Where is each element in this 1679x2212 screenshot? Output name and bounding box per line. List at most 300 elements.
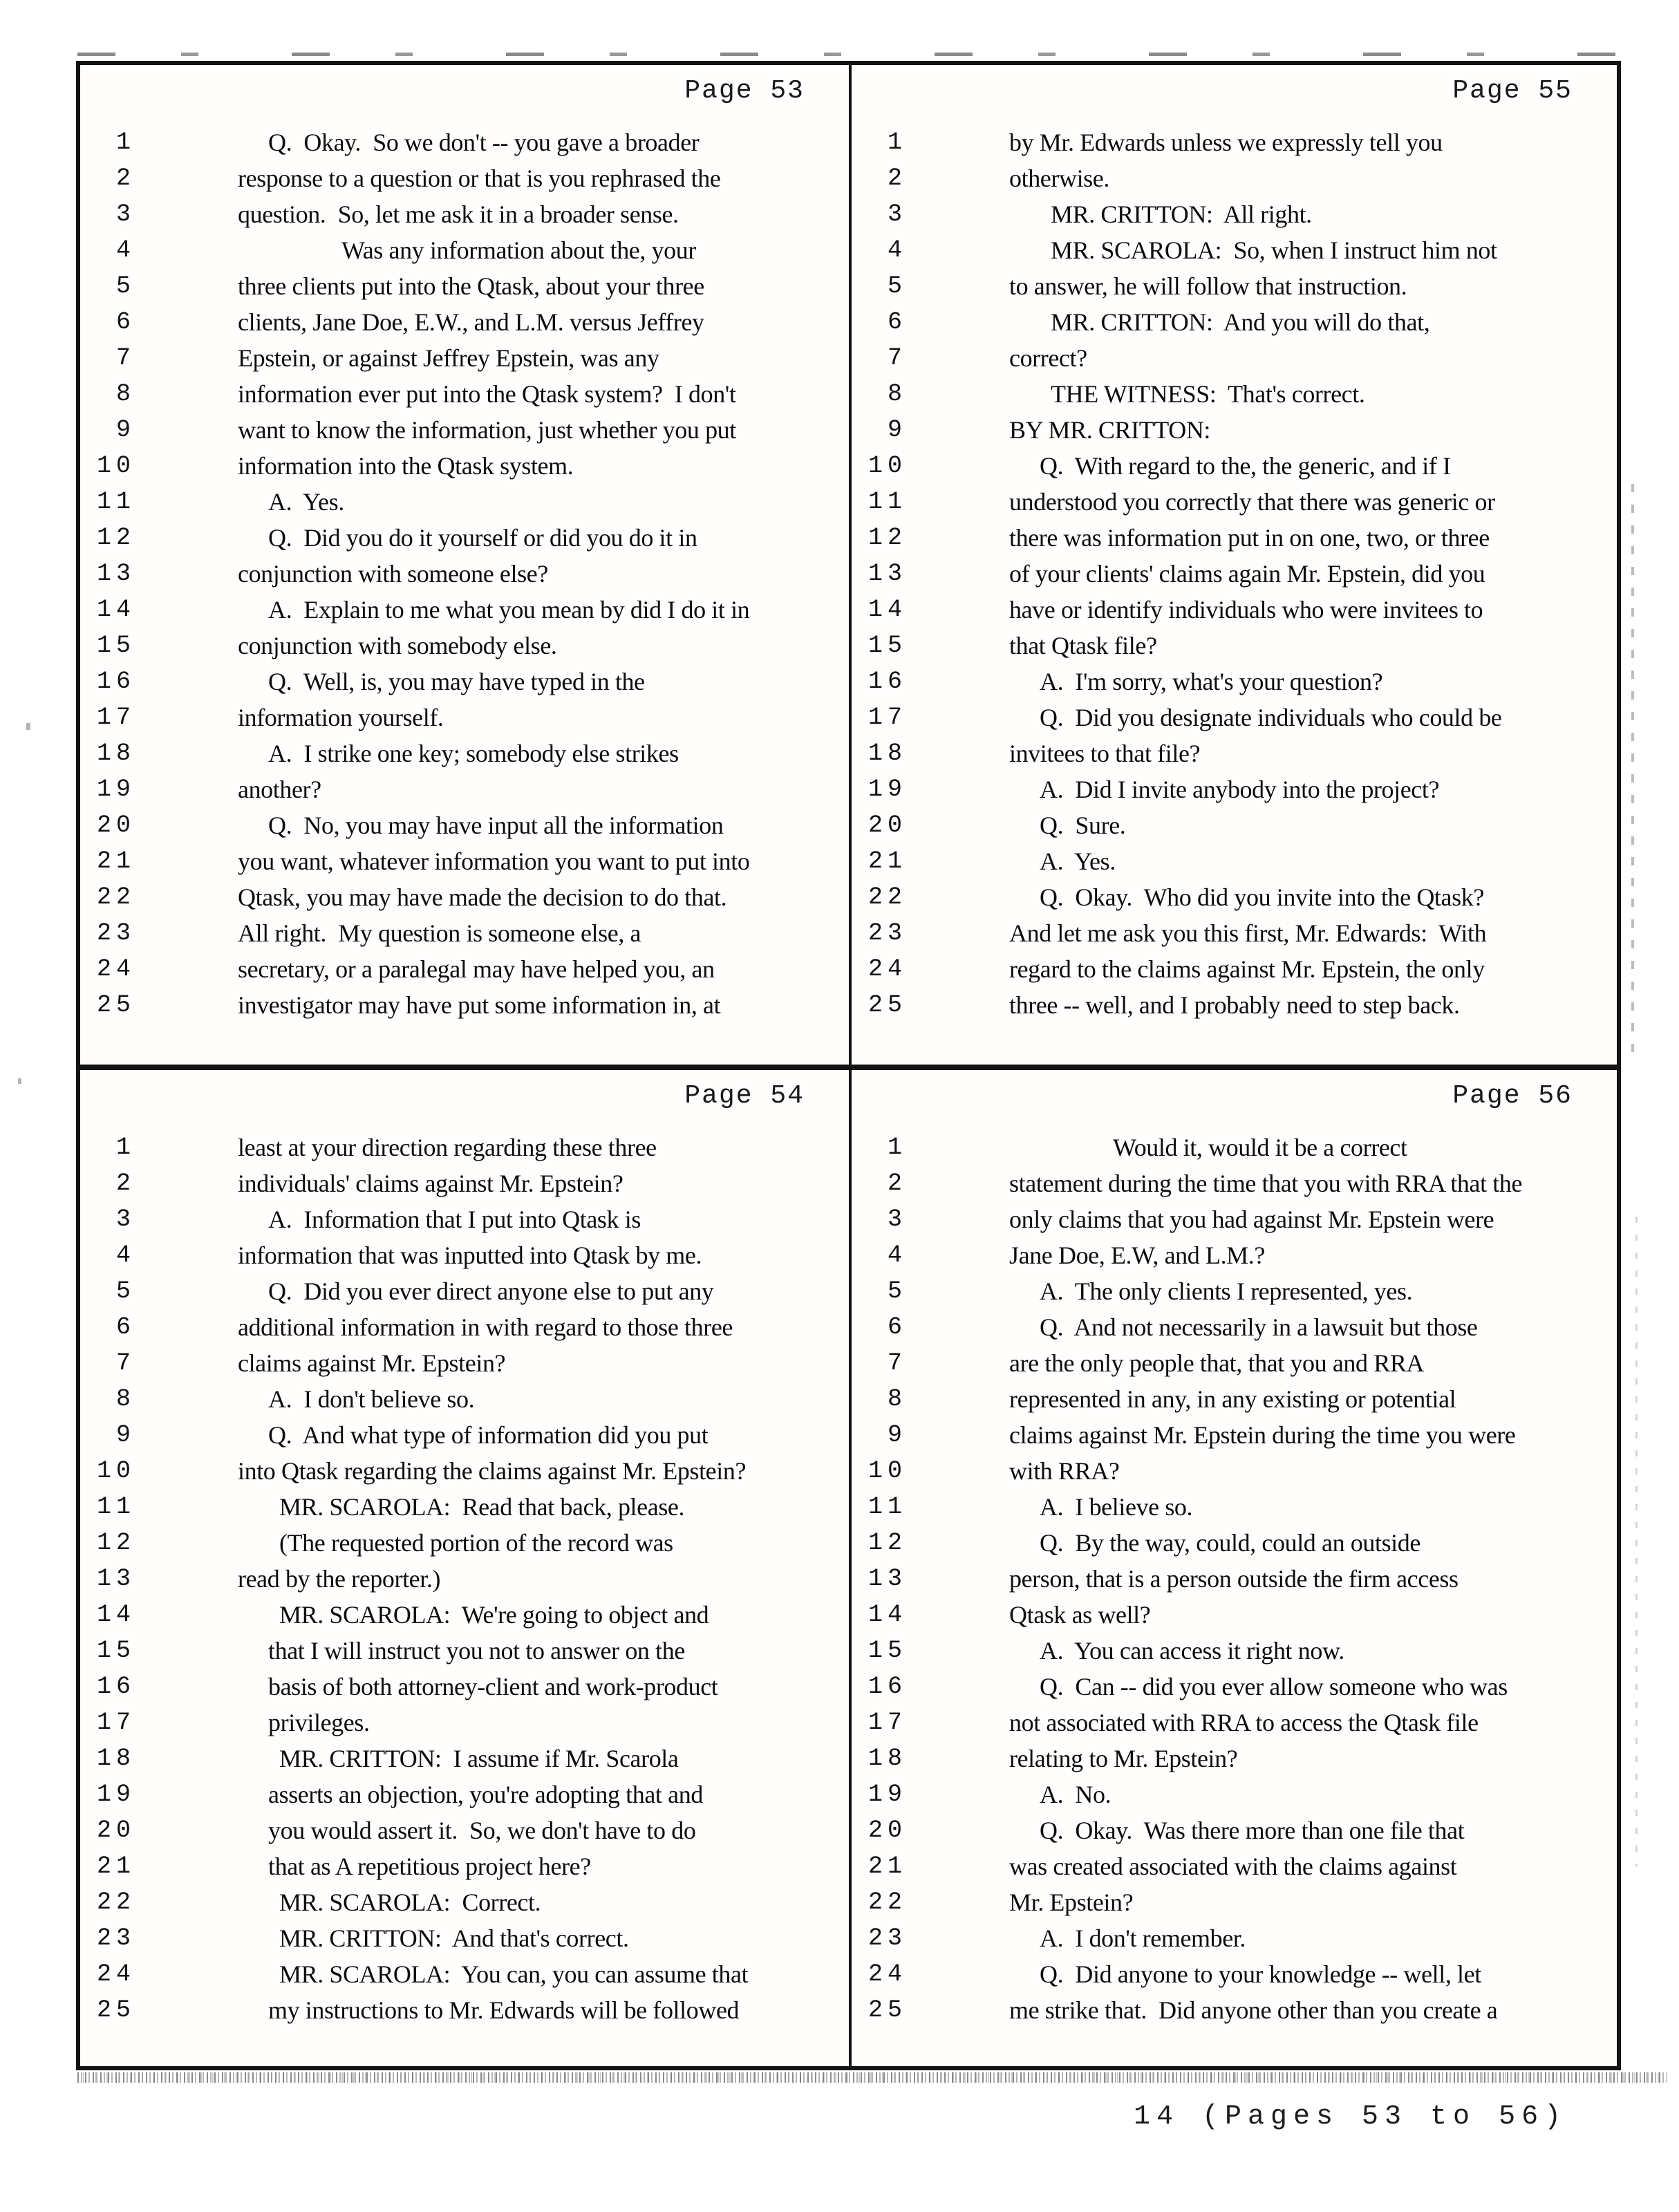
transcript-line: [80, 951, 849, 987]
transcript-line: [852, 520, 1617, 556]
line-text: information that was inputted into Qtask by me.: [238, 1241, 702, 1269]
line-text: Q. Did anyone to your knowledge -- well, let: [1040, 1960, 1481, 1988]
line-number: 5: [115, 272, 135, 300]
transcript-page-54: [80, 1070, 852, 2066]
transcript-line: [80, 304, 849, 340]
transcript-line: [80, 340, 849, 376]
transcript-line: [80, 915, 849, 951]
line-text: A. Yes.: [1040, 847, 1116, 875]
line-number: 12: [867, 524, 907, 552]
line-text: All right. My question is someone else, a: [238, 919, 641, 947]
line-number: 5: [887, 1277, 907, 1305]
line-text: you would assert it. So, we don't have to do: [268, 1817, 696, 1844]
line-number: 9: [115, 1421, 135, 1449]
line-number: 4: [115, 236, 135, 264]
line-text: represented in any, in any existing or potential: [1009, 1385, 1456, 1413]
transcript-line: [852, 1381, 1617, 1417]
transcript-line: [852, 1992, 1617, 2028]
transcript-line: [852, 448, 1617, 484]
line-number: 21: [96, 1853, 135, 1880]
line-number: 6: [115, 1313, 135, 1341]
transcript-line: [80, 484, 849, 520]
transcript-line: [80, 879, 849, 915]
line-number: 19: [867, 1781, 907, 1808]
line-number: 13: [867, 1565, 907, 1593]
line-number: 24: [96, 955, 135, 983]
line-number: 16: [867, 1673, 907, 1700]
transcript-line: [80, 1165, 849, 1201]
line-number: 10: [867, 1457, 907, 1485]
transcript-line: [852, 1489, 1617, 1525]
transcript-line: [852, 1201, 1617, 1237]
sheet-footer-page-range: 14 (Pages 53 to 56): [1134, 2101, 1568, 2133]
transcript-line: [852, 1417, 1617, 1453]
line-text: information ever put into the Qtask system? I don't: [238, 380, 736, 408]
transcript-line: [852, 1633, 1617, 1669]
transcript-line: [852, 1165, 1617, 1201]
line-number: 3: [115, 200, 135, 228]
line-number: 25: [867, 991, 907, 1019]
line-number: 14: [96, 596, 135, 624]
line-number: 3: [115, 1206, 135, 1233]
line-text: A. I don't believe so.: [268, 1385, 475, 1413]
line-number: 10: [96, 1457, 135, 1485]
scan-noise-top: [77, 53, 1619, 56]
transcript-line: [80, 124, 849, 160]
line-number: 3: [887, 200, 907, 228]
line-text: MR. SCAROLA: Read that back, please.: [279, 1493, 685, 1521]
line-number: 25: [96, 991, 135, 1019]
line-text: secretary, or a paralegal may have helped you, an: [238, 955, 715, 983]
line-text: understood you correctly that there was generic or: [1009, 488, 1495, 516]
transcript-line: [80, 1417, 849, 1453]
line-text: Was any information about the, your: [341, 236, 696, 264]
line-number: 19: [96, 776, 135, 803]
page-lines: [852, 124, 1617, 1023]
transcript-line: [80, 1669, 849, 1705]
transcript-line: [852, 1453, 1617, 1489]
line-number: 15: [96, 1637, 135, 1665]
transcript-line: [80, 735, 849, 771]
line-number: 22: [867, 1888, 907, 1916]
line-number: 1: [115, 1134, 135, 1161]
line-text: conjunction with someone else?: [238, 560, 548, 588]
line-text: least at your direction regarding these three: [238, 1134, 657, 1161]
line-text: relating to Mr. Epstein?: [1009, 1745, 1238, 1772]
line-text: claims against Mr. Epstein?: [238, 1349, 506, 1377]
line-text: Mr. Epstein?: [1009, 1888, 1134, 1916]
line-text: Q. And not necessarily in a lawsuit but those: [1040, 1313, 1478, 1341]
line-text: have or identify individuals who were invitees to: [1009, 596, 1483, 624]
line-number: 12: [96, 1529, 135, 1557]
line-text: that I will instruct you not to answer on the: [268, 1637, 685, 1665]
line-number: 17: [96, 704, 135, 731]
line-number: 3: [887, 1206, 907, 1233]
line-number: 22: [96, 883, 135, 911]
transcript-line: [852, 1920, 1617, 1956]
line-number: 9: [887, 416, 907, 444]
line-text: read by the reporter.): [238, 1565, 441, 1593]
transcript-line: [80, 1597, 849, 1633]
line-number: 14: [96, 1601, 135, 1629]
transcript-line: [852, 304, 1617, 340]
transcript-line: [80, 1741, 849, 1777]
line-text: me strike that. Did anyone other than you create a: [1009, 1996, 1498, 2024]
line-number: 8: [887, 1385, 907, 1413]
line-number: 2: [887, 165, 907, 192]
transcript-page-53: [80, 65, 852, 1070]
transcript-line: [852, 843, 1617, 879]
line-text: was created associated with the claims against: [1009, 1853, 1457, 1880]
line-text: A. Yes.: [268, 488, 344, 516]
line-number: 24: [867, 1960, 907, 1988]
line-text: Q. No, you may have input all the information: [268, 812, 724, 839]
transcript-line: [80, 1992, 849, 2028]
transcript-sheet: [76, 61, 1621, 2070]
transcript-line: [80, 1273, 849, 1309]
line-number: 13: [867, 560, 907, 588]
line-text: response to a question or that is you rephrased the: [238, 165, 721, 192]
line-number: 18: [867, 1745, 907, 1772]
page-lines: [852, 1130, 1617, 2028]
transcript-line: [80, 412, 849, 448]
transcript-line: [80, 1812, 849, 1848]
line-text: statement during the time that you with RRA that the: [1009, 1170, 1523, 1197]
line-text: A. I don't remember.: [1040, 1924, 1246, 1952]
line-number: 11: [96, 1493, 135, 1521]
transcript-line: [80, 1705, 849, 1741]
line-text: BY MR. CRITTON:: [1009, 416, 1211, 444]
line-text: person, that is a person outside the firm access: [1009, 1565, 1458, 1593]
line-number: 9: [115, 416, 135, 444]
transcript-line: [80, 1309, 849, 1345]
transcript-line: [852, 160, 1617, 196]
line-number: 23: [96, 1924, 135, 1952]
line-text: Would it, would it be a correct: [1113, 1134, 1407, 1161]
line-number: 15: [867, 632, 907, 659]
line-number: 14: [867, 1601, 907, 1629]
line-number: 17: [96, 1709, 135, 1736]
line-text: into Qtask regarding the claims against Mr. Epstein?: [238, 1457, 747, 1485]
line-text: only claims that you had against Mr. Epstein were: [1009, 1206, 1494, 1233]
transcript-line: [852, 1956, 1617, 1992]
line-number: 6: [115, 308, 135, 336]
line-text: Q. Okay. So we don't -- you gave a broader: [268, 129, 700, 156]
line-number: 25: [96, 1996, 135, 2024]
line-text: Q. With regard to the, the generic, and if I: [1040, 452, 1451, 480]
line-text: Q. Okay. Who did you invite into the Qtask?: [1040, 883, 1484, 911]
line-number: 23: [867, 919, 907, 947]
line-number: 20: [867, 812, 907, 839]
transcript-line: [852, 1741, 1617, 1777]
transcript-line: [80, 1381, 849, 1417]
line-text: MR. CRITTON: All right.: [1051, 200, 1312, 228]
transcript-page-55: [852, 65, 1617, 1070]
line-text: invitees to that file?: [1009, 740, 1201, 767]
scan-noise-right-edge: [1635, 1217, 1638, 1866]
transcript-line: [852, 1705, 1617, 1741]
transcript-line: [80, 1525, 849, 1561]
line-number: 23: [96, 919, 135, 947]
line-text: Q. Can -- did you ever allow someone who was: [1040, 1673, 1508, 1700]
line-number: 8: [887, 380, 907, 408]
transcript-line: [80, 843, 849, 879]
line-text: you want, whatever information you want to put into: [238, 847, 750, 875]
line-number: 25: [867, 1996, 907, 2024]
scan-speck: [26, 723, 30, 730]
line-number: 12: [96, 524, 135, 552]
transcript-line: [852, 376, 1617, 412]
line-text: three clients put into the Qtask, about your three: [238, 272, 704, 300]
line-text: conjunction with somebody else.: [238, 632, 557, 659]
line-text: MR. SCAROLA: So, when I instruct him not: [1051, 236, 1497, 264]
transcript-line: [80, 1489, 849, 1525]
line-text: A. I'm sorry, what's your question?: [1040, 668, 1383, 695]
line-text: three -- well, and I probably need to step back.: [1009, 991, 1460, 1019]
transcript-line: [852, 771, 1617, 807]
transcript-line: [852, 987, 1617, 1023]
line-text: Q. Did you ever direct anyone else to put any: [268, 1277, 714, 1305]
transcript-line: [80, 664, 849, 700]
transcript-line: [852, 700, 1617, 735]
transcript-line: [80, 160, 849, 196]
line-text: THE WITNESS: That's correct.: [1051, 380, 1365, 408]
line-text: MR. CRITTON: I assume if Mr. Scarola: [279, 1745, 679, 1772]
transcript-line: [852, 556, 1617, 592]
transcript-line: [80, 376, 849, 412]
line-text: are the only people that, that you and RRA: [1009, 1349, 1425, 1377]
line-text: A. I strike one key; somebody else strikes: [268, 740, 679, 767]
line-number: 4: [887, 1241, 907, 1269]
line-text: MR. SCAROLA: You can, you can assume that: [279, 1960, 749, 1988]
line-number: 9: [887, 1421, 907, 1449]
transcript-line: [80, 1777, 849, 1812]
transcript-line: [80, 1561, 849, 1597]
line-number: 2: [887, 1170, 907, 1197]
transcript-line: [852, 915, 1617, 951]
transcript-line: [852, 951, 1617, 987]
transcript-line: [852, 664, 1617, 700]
transcript-line: [852, 1777, 1617, 1812]
transcript-line: [80, 1201, 849, 1237]
line-text: asserts an objection, you're adopting that and: [268, 1781, 703, 1808]
line-number: 17: [867, 704, 907, 731]
transcript-line: [852, 340, 1617, 376]
transcript-line: [852, 735, 1617, 771]
line-number: 7: [887, 1349, 907, 1377]
line-text: And let me ask you this first, Mr. Edwards: With: [1009, 919, 1487, 947]
transcript-line: [852, 268, 1617, 304]
line-text: not associated with RRA to access the Qtask file: [1009, 1709, 1479, 1736]
transcript-line: [80, 1920, 849, 1956]
transcript-line: [852, 412, 1617, 448]
transcript-line: [852, 879, 1617, 915]
transcript-line: [80, 700, 849, 735]
transcript-line: [80, 232, 849, 268]
line-text: Q. Did you designate individuals who could be: [1040, 704, 1502, 731]
line-number: 18: [96, 740, 135, 767]
transcript-line: [80, 1848, 849, 1884]
line-text: Q. By the way, could, could an outside: [1040, 1529, 1420, 1557]
transcript-line: [852, 196, 1617, 232]
transcript-line: [852, 1345, 1617, 1381]
page-number-header: Page 56: [1452, 1081, 1573, 1111]
line-number: 7: [115, 1349, 135, 1377]
line-text: Q. Sure.: [1040, 812, 1126, 839]
line-text: A. Explain to me what you mean by did I do it in: [268, 596, 750, 624]
line-number: 5: [115, 1277, 135, 1305]
line-text: privileges.: [268, 1709, 370, 1736]
line-number: 16: [96, 1673, 135, 1700]
transcript-line: [80, 196, 849, 232]
line-text: investigator may have put some information in, at: [238, 991, 721, 1019]
line-number: 8: [115, 380, 135, 408]
line-number: 22: [96, 1888, 135, 1916]
line-number: 21: [867, 1853, 907, 1880]
line-text: Jane Doe, E.W, and L.M.?: [1009, 1241, 1265, 1269]
page-number-header: Page 53: [684, 76, 805, 106]
transcript-line: [852, 1884, 1617, 1920]
transcript-line: [852, 1561, 1617, 1597]
line-number: 20: [96, 1817, 135, 1844]
transcript-line: [80, 771, 849, 807]
transcript-line: [80, 1130, 849, 1165]
transcript-line: [80, 807, 849, 843]
transcript-line: [852, 1669, 1617, 1705]
line-text: information yourself.: [238, 704, 444, 731]
line-number: 10: [96, 452, 135, 480]
line-text: (The requested portion of the record was: [279, 1529, 673, 1557]
line-text: correct?: [1009, 344, 1087, 372]
line-number: 20: [96, 812, 135, 839]
line-text: there was information put in on one, two, or three: [1009, 524, 1490, 552]
line-text: MR. CRITTON: And you will do that,: [1051, 308, 1430, 336]
line-text: A. Information that I put into Qtask is: [268, 1206, 641, 1233]
line-number: 11: [96, 488, 135, 516]
line-number: 24: [96, 1960, 135, 1988]
line-text: Q. And what type of information did you put: [268, 1421, 709, 1449]
line-number: 8: [115, 1385, 135, 1413]
line-text: another?: [238, 776, 321, 803]
transcript-line: [852, 1130, 1617, 1165]
line-number: 16: [96, 668, 135, 695]
line-text: to answer, he will follow that instruction.: [1009, 272, 1407, 300]
line-text: information into the Qtask system.: [238, 452, 574, 480]
line-text: by Mr. Edwards unless we expressly tell you: [1009, 129, 1443, 156]
page-number-header: Page 55: [1452, 76, 1573, 106]
line-text: want to know the information, just whether you put: [238, 416, 736, 444]
line-text: with RRA?: [1009, 1457, 1120, 1485]
line-number: 1: [115, 129, 135, 156]
line-text: Qtask as well?: [1009, 1601, 1151, 1629]
line-text: additional information in with regard to those three: [238, 1313, 733, 1341]
transcript-line: [852, 1309, 1617, 1345]
transcript-line: [80, 592, 849, 628]
line-number: 14: [867, 596, 907, 624]
transcript-line: [80, 1345, 849, 1381]
line-number: 15: [96, 632, 135, 659]
line-text: of your clients' claims again Mr. Epstein, did you: [1009, 560, 1485, 588]
transcript-line: [80, 1884, 849, 1920]
page-number-header: Page 54: [684, 1081, 805, 1111]
line-text: regard to the claims against Mr. Epstein, the only: [1009, 955, 1485, 983]
line-number: 5: [887, 272, 907, 300]
line-number: 13: [96, 560, 135, 588]
line-text: Q. Okay. Was there more than one file that: [1040, 1817, 1465, 1844]
scan-noise-bottom: [77, 2072, 1667, 2083]
line-text: Qtask, you may have made the decision to do that.: [238, 883, 727, 911]
line-number: 22: [867, 883, 907, 911]
line-text: A. The only clients I represented, yes.: [1040, 1277, 1413, 1305]
line-number: 15: [867, 1637, 907, 1665]
line-text: A. Did I invite anybody into the project?: [1040, 776, 1440, 803]
line-number: 10: [867, 452, 907, 480]
transcript-line: [80, 1453, 849, 1489]
line-number: 21: [96, 847, 135, 875]
transcript-line: [852, 1597, 1617, 1633]
transcript-line: [852, 1273, 1617, 1309]
transcript-line: [80, 987, 849, 1023]
transcript-line: [80, 520, 849, 556]
transcript-line: [852, 232, 1617, 268]
transcript-line: [80, 1956, 849, 1992]
transcript-line: [852, 1237, 1617, 1273]
line-text: MR. CRITTON: And that's correct.: [279, 1924, 629, 1952]
scan-noise-right-edge: [1631, 484, 1634, 1065]
line-text: Q. Did you do it yourself or did you do it in: [268, 524, 697, 552]
transcript-line: [80, 556, 849, 592]
line-text: A. No.: [1040, 1781, 1111, 1808]
line-number: 18: [96, 1745, 135, 1772]
line-text: my instructions to Mr. Edwards will be followed: [268, 1996, 740, 2024]
line-number: 1: [887, 129, 907, 156]
line-text: claims against Mr. Epstein during the time you were: [1009, 1421, 1516, 1449]
line-number: 17: [867, 1709, 907, 1736]
line-number: 11: [867, 488, 907, 516]
transcript-line: [80, 1237, 849, 1273]
line-number: 13: [96, 1565, 135, 1593]
line-number: 16: [867, 668, 907, 695]
line-number: 11: [867, 1493, 907, 1521]
scan-speck: [18, 1078, 21, 1084]
line-text: MR. SCAROLA: Correct.: [279, 1888, 541, 1916]
line-number: 18: [867, 740, 907, 767]
line-text: MR. SCAROLA: We're going to object and: [279, 1601, 709, 1629]
line-text: that Qtask file?: [1009, 632, 1157, 659]
transcript-line: [80, 268, 849, 304]
page-lines: [80, 1130, 849, 2028]
line-text: basis of both attorney-client and work-product: [268, 1673, 718, 1700]
line-number: 24: [867, 955, 907, 983]
page-lines: [80, 124, 849, 1023]
transcript-page-56: [852, 1070, 1617, 2066]
transcript-line: [852, 628, 1617, 664]
transcript-line: [852, 1812, 1617, 1848]
line-text: A. I believe so.: [1040, 1493, 1193, 1521]
line-number: 12: [867, 1529, 907, 1557]
transcript-line: [80, 1633, 849, 1669]
transcript-line: [80, 448, 849, 484]
line-number: 23: [867, 1924, 907, 1952]
transcript-line: [852, 807, 1617, 843]
transcript-line: [852, 484, 1617, 520]
line-text: that as A repetitious project here?: [268, 1853, 591, 1880]
line-text: A. You can access it right now.: [1040, 1637, 1344, 1665]
transcript-line: [852, 1525, 1617, 1561]
line-text: otherwise.: [1009, 165, 1109, 192]
transcript-line: [80, 628, 849, 664]
line-number: 6: [887, 1313, 907, 1341]
